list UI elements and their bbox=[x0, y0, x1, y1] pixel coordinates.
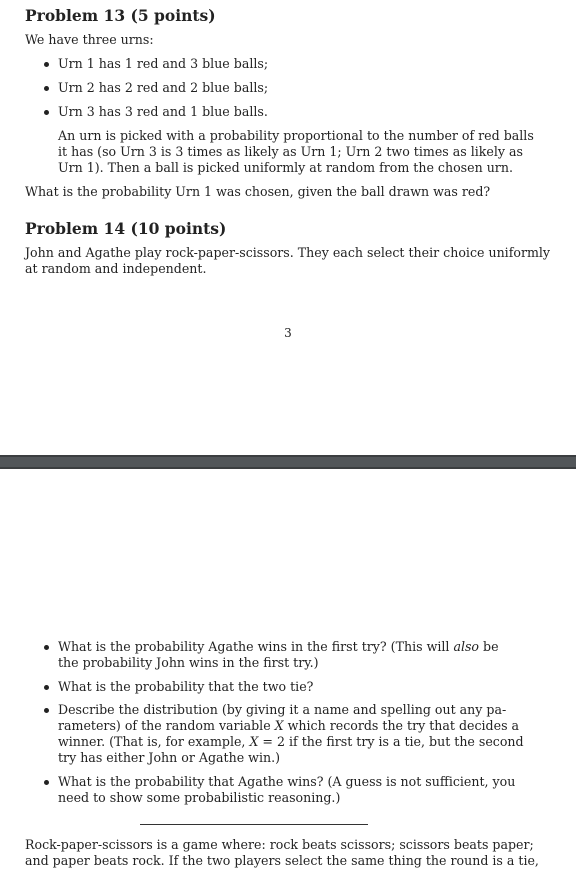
problem-14-line: at random and independent. bbox=[25, 261, 207, 276]
question-line bbox=[58, 750, 280, 766]
question-line bbox=[58, 655, 319, 671]
bullet-dot bbox=[44, 62, 49, 67]
bullet-dot bbox=[44, 86, 49, 91]
urn-3-item: Urn 3 has 3 red and 1 blue balls. bbox=[58, 104, 268, 119]
text-segment: What is the probability that the two tie? bbox=[58, 679, 314, 694]
question-line bbox=[58, 679, 313, 695]
problem-14-title: Problem 14 (10 points) bbox=[25, 219, 227, 238]
question-line bbox=[58, 702, 506, 718]
problem-13-question: What is the probability Urn 1 was chosen, given the ball drawn was red? bbox=[25, 184, 491, 199]
problem-13-title: Problem 13 (5 points) bbox=[25, 6, 216, 25]
question-line bbox=[58, 639, 499, 655]
footnote-line: Rock-paper-scissors is a game where: rock beats scissors; scissors beats paper; bbox=[25, 837, 534, 852]
text-segment: What is the probability that Agathe wins? (A guess is not sufficient, you bbox=[58, 774, 516, 789]
text-segment: be bbox=[479, 639, 499, 654]
text-segment: What is the probability Agathe wins in the first try? (This will bbox=[58, 639, 454, 654]
question-line bbox=[58, 718, 519, 734]
text-segment: try has either John or Agathe win.) bbox=[58, 750, 281, 765]
page-number: 3 bbox=[284, 326, 292, 340]
text-segment: = 2 if the first try is a tie, but the second bbox=[258, 734, 524, 749]
problem-13-intro: We have three urns: bbox=[25, 32, 154, 47]
footnote-line: and paper beats rock. If the two players select the same thing the round is a tie, bbox=[25, 853, 539, 868]
question-line bbox=[58, 734, 524, 750]
text-segment: Describe the distribution (by giving it a name and spelling out any pa- bbox=[58, 702, 507, 717]
text-segment: rameters) of the random variable bbox=[58, 718, 275, 733]
text-segment: which records the try that decides a bbox=[283, 718, 520, 733]
text-segment: the probability John wins in the first try.) bbox=[58, 655, 319, 670]
bullet-dot bbox=[44, 645, 49, 650]
urn-2-item: Urn 2 has 2 red and 2 blue balls; bbox=[58, 80, 269, 95]
text-segment: winner. (That is, for example, bbox=[58, 734, 250, 749]
problem-13-paragraph-line: An urn is picked with a probability proportional to the number of red balls bbox=[58, 128, 534, 143]
text-segment: also bbox=[453, 639, 480, 654]
text-segment: X bbox=[274, 718, 284, 733]
urn-1-item: Urn 1 has 1 red and 3 blue balls; bbox=[58, 56, 269, 71]
page-separator bbox=[0, 455, 576, 469]
page-4 bbox=[0, 469, 576, 868]
problem-13-paragraph-line: it has (so Urn 3 is 3 times as likely as Urn 1; Urn 2 two times as likely as bbox=[58, 144, 523, 159]
text-segment: X bbox=[249, 734, 259, 749]
problem-14-line: John and Agathe play rock-paper-scissors. They each select their choice uniformly bbox=[25, 245, 551, 260]
bullet-dot bbox=[44, 110, 49, 115]
bullet-dot bbox=[44, 780, 49, 785]
footnote-rule bbox=[140, 824, 368, 825]
bullet-dot bbox=[44, 685, 49, 690]
text-segment: need to show some probabilistic reasoning.) bbox=[58, 790, 341, 805]
question-line bbox=[58, 774, 515, 790]
bullet-dot bbox=[44, 708, 49, 713]
question-line bbox=[58, 790, 340, 806]
problem-13-paragraph-line: Urn 1). Then a ball is picked uniformly at random from the chosen urn. bbox=[58, 160, 513, 175]
